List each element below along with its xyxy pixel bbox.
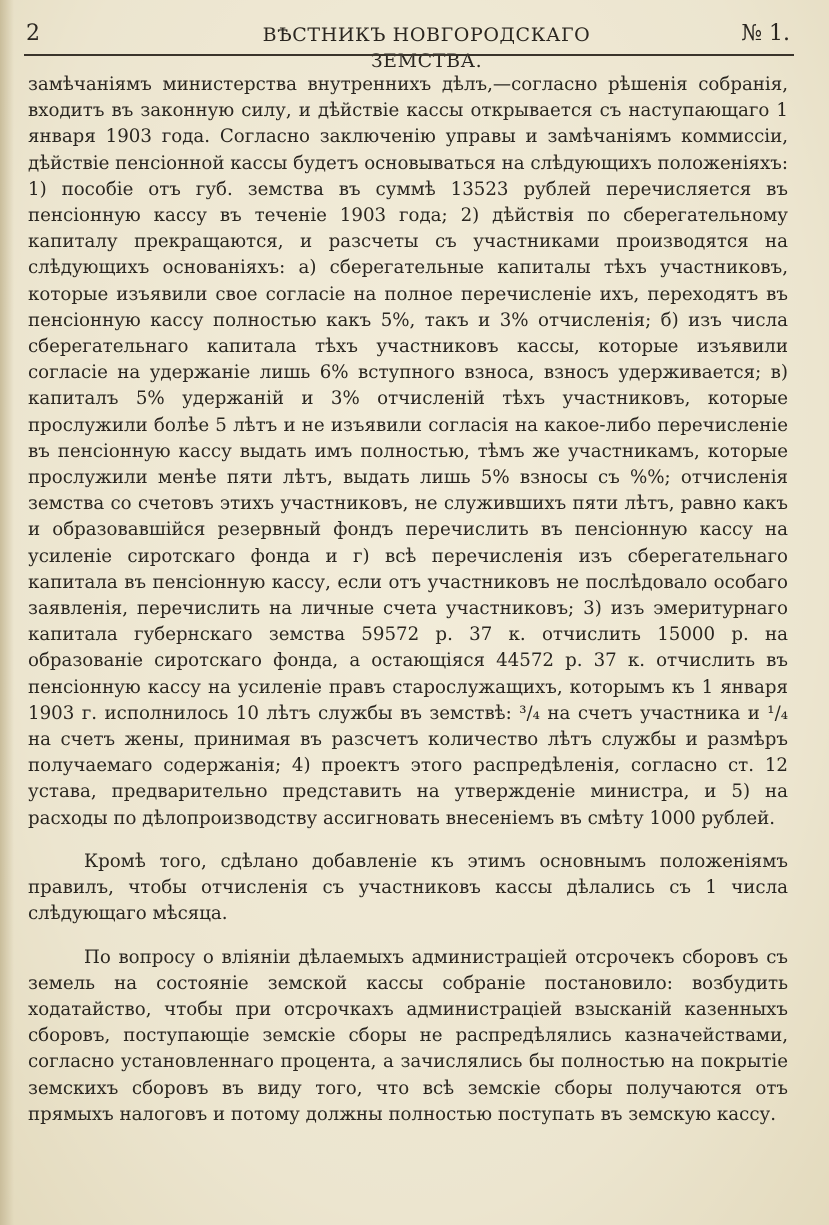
issue-number: № 1. (741, 21, 790, 46)
paragraph-pension-fund-provisions: замѣчаніямъ министерства внутреннихъ дѣлъ,—согласно рѣшенія собранія, входитъ въ законную силу, и дѣйствіе кассы открывается съ наступающаго 1 января 1903 года. Согласно заключенію управы и замѣчаніямъ коммиссіи, дѣйствіе пенсіонной кассы будетъ основываться на слѣдующихъ положеніяхъ: 1) пособіе отъ губ. земства въ суммѣ 13523 рублей перечисляется въ пенсіонную кассу въ теченіе 1903 года; 2) дѣйствія по сберегательному капиталу прекращаются, и разсчеты съ участниками производятся на слѣдующихъ основаніяхъ: а) сберегательные капиталы тѣхъ участниковъ, которые изъявили свое согласіе на полное перечисленіе ихъ, переходятъ въ пенсіонную кассу полностью какъ 5%, такъ и 3% отчисленія; б) изъ числа сберегательнаго капитала тѣхъ участниковъ кассы, которые изъявили согласіе на удержаніе лишь 6% вступного взноса, взносъ удерживается; в) капиталъ 5% удержаній и 3% отчисленій тѣхъ участниковъ, которые прослужили болѣе 5 лѣтъ и не изъявили согласія на какое-либо перечисленіе въ пенсіонную кассу выдать имъ полностью, тѣмъ же участникамъ, которые прослужили менѣе пяти лѣтъ, выдать лишь 5% взносы съ %%; отчисленія земства со счетовъ этихъ участниковъ, не служившихъ пяти лѣтъ, равно какъ и образовавшійся резервный фондъ перечислить въ пенсіонную кассу на усиленіе сиротскаго фонда и г) всѣ перечисленія изъ сберегательнаго капитала въ пенсіонную кассу, если отъ участниковъ не послѣдовало особаго заявленія, перечислить на личные счета участниковъ; 3) изъ эмеритурнаго капитала губернскаго земства 59572 р. 37 к. отчислить 15000 р. на образованіе сиротскаго фонда, а остающіяся 44572 р. 37 к. отчислить въ пенсіонную кассу на усиленіе правъ старослужащихъ, которымъ къ 1 января 1903 г. исполнилось 10 лѣтъ службы въ земствѣ: ³/₄ на счетъ участника и ¹/₄ на счетъ жены, принимая въ разсчетъ количество лѣтъ службы и размѣръ получаемаго содержанія; 4) проектъ этого распредѣленія, согласно ст. 12 устава, предварительно представить на утвержденіе министра, и 5) на расходы по дѣлопроизводству ассигновать внесеніемъ въ смѣту 1000 рублей. (28, 74, 788, 829)
running-header (24, 18, 794, 72)
page-edge-shadow (0, 0, 14, 1225)
page-number: 2 (26, 21, 40, 46)
article-body (28, 72, 788, 1128)
header-rule (24, 54, 794, 56)
journal-title: ВѢСТНИКЪ НОВГОРОДСКАГО ЗЕМСТВА. (262, 24, 591, 72)
paragraph-deferrals: По вопросу о вліяніи дѣлаемыхъ администраціей отсрочекъ сборовъ съ земель на состояніе земской кассы собраніе постановило: возбудить ходатайство, чтобы при отсрочкахъ администраціей взысканій казенныхъ сборовъ, поступающіе земскіе сборы не распредѣлялись казначействами, согласно установленнаго процента, а зачислялись бы полностью на покрытіе земскихъ сборовъ въ виду того, что всѣ земскіе сборы получаются отъ прямыхъ налоговъ и потому должны полностью поступать въ земскую кассу. (28, 946, 788, 1125)
paragraph-addition: Кромѣ того, сдѣлано добавленіе къ этимъ основнымъ положеніямъ правилъ, чтобы отчисленія съ участниковъ кассы дѣлались съ 1 числа слѣдующаго мѣсяца. (28, 850, 788, 925)
